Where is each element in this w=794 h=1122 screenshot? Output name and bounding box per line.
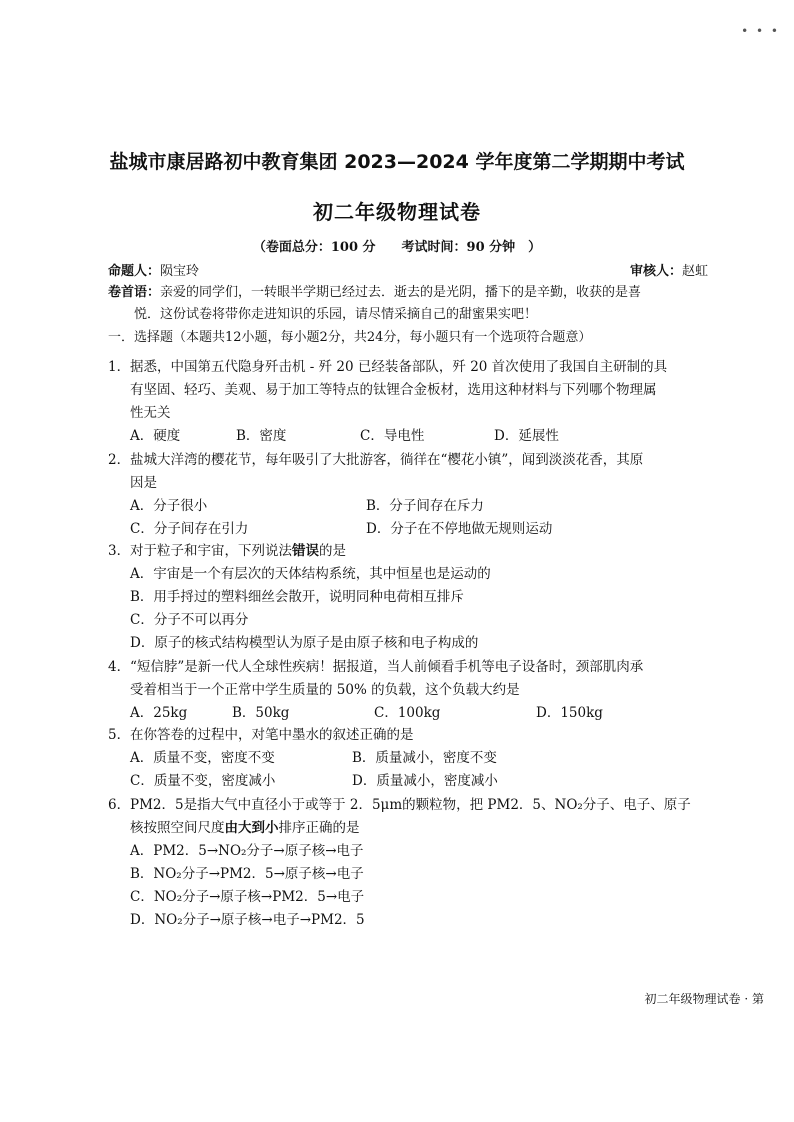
stem-line: PM2．5是指大气中直径小于或等于 2．5μm的颗粒物，把 PM2．5、NO₂分子、电子、原子: [130, 797, 691, 813]
option-a: A．质量不变，密度不变: [130, 750, 275, 766]
reviewer: [630, 260, 708, 279]
option-b: B．质量减小，密度不变: [352, 750, 497, 766]
stem-line: 受着相当于一个正常中学生质量的 50% 的负载，这个负载大约是: [130, 682, 520, 698]
exam-title: 盐城市康居路初中教育集团 2023—2024 学年度第二学期期中考试: [109, 151, 685, 173]
option-c: C．质量不变，密度减小: [130, 773, 276, 789]
section-heading: 一．选择题（本题共12小题，每小题2分，共24分，每小题只有一个选项符合题意）: [108, 330, 592, 345]
option-c: C．NO₂分子→原子核→PM2．5→电子: [130, 889, 365, 905]
stem-line: 盐城大洋湾的樱花节，每年吸引了大批游客，徜徉在“樱花小镇”，闻到淡淡花香，其原: [130, 452, 644, 468]
options: [108, 563, 720, 655]
option-d: D．NO₂分子→原子核→电子→PM2．5: [130, 912, 365, 928]
stem-line: “短信脖”是新一代人全球性疾病！据报道，当人前倾看手机等电子设备时，颈部肌肉承: [130, 659, 644, 675]
corner-mark: • • •: [741, 24, 780, 38]
stem-line: 性无关: [130, 405, 171, 421]
stem-emphasis: 错误: [292, 543, 319, 559]
question-number: 1．: [108, 359, 131, 375]
option-a: A．宇宙是一个有层次的天体结构系统，其中恒星也是运动的: [130, 566, 491, 582]
option-b: B．密度: [236, 428, 287, 444]
preface-line1: 亲爱的同学们，一转眼半学期已经过去．逝去的是光阴，播下的是辛勤，收获的是喜: [160, 285, 642, 300]
question-4: [108, 656, 720, 725]
exam-subtitle: 初二年级物理试卷: [313, 200, 481, 224]
stem-line: 因是: [130, 475, 157, 491]
option-a: A．PM2．5→NO₂分子→原子核→电子: [130, 843, 364, 859]
stem-line: 在你答卷的过程中，对笔中墨水的叙述正确的是: [130, 727, 414, 743]
question-number: 4．: [108, 659, 131, 675]
options: [108, 702, 720, 725]
stem-text: 对于粒子和宇宙，下列说法: [130, 543, 292, 559]
question-number: 6．: [108, 797, 131, 813]
question-stem: [108, 794, 720, 840]
option-b: B．NO₂分子→PM2．5→原子核→电子: [130, 866, 364, 882]
stem-text: 的是: [319, 543, 346, 559]
question-stem: [108, 449, 720, 495]
option-d: D．原子的核式结构模型认为原子是由原子核和电子构成的: [130, 635, 479, 651]
setter: [108, 260, 199, 279]
question-1: [108, 356, 720, 448]
stem-line: 据悉，中国第五代隐身歼击机 - 歼 20 已经装备部队，歼 20 首次使用了我国自主研制的具: [130, 359, 668, 375]
question-stem: [108, 356, 720, 425]
options: [108, 840, 720, 932]
option-d: D．分子在不停地做无规则运动: [366, 521, 553, 537]
setter-name: 陨宝玲: [160, 264, 200, 279]
option-b: B．用手捋过的塑料细丝会散开，说明同种电荷相互排斥: [130, 589, 464, 605]
reviewer-name: 赵虹: [681, 264, 708, 279]
option-b: B．50kg: [232, 705, 290, 721]
question-number: 2．: [108, 452, 131, 468]
option-a: A．25kg: [130, 705, 188, 721]
question-stem: [108, 540, 720, 563]
options: [108, 425, 720, 448]
reviewer-label: 审核人：: [629, 264, 682, 279]
question-2: [108, 449, 720, 541]
question-number: 3．: [108, 543, 131, 559]
stem-text: 核按照空间尺度: [130, 820, 225, 836]
stem-line: [130, 540, 720, 563]
stem-line: 有坚固、轻巧、美观、易于加工等特点的钛锂合金板材，选用这种材料与下列哪个物理属: [130, 382, 657, 398]
question-6: [108, 794, 720, 932]
option-c: C．导电性: [360, 428, 425, 444]
question-stem: [108, 656, 720, 702]
option-a: A．硬度: [130, 428, 181, 444]
option-d: D．质量减小，密度减小: [352, 773, 498, 789]
question-5: [108, 724, 720, 793]
preface: [108, 282, 710, 326]
preface-line2: 悦．这份试卷将带你走进知识的乐园，请尽情采摘自己的甜蜜果实吧！: [134, 307, 538, 322]
option-c: C．100kg: [374, 705, 441, 721]
stem-line: [130, 817, 720, 840]
setter-label: 命题人：: [108, 264, 161, 279]
options: [108, 495, 720, 541]
preface-label: 卷首语：: [108, 285, 161, 300]
question-stem: [108, 724, 720, 747]
option-d: D．150kg: [536, 705, 603, 721]
option-c: C．分子间存在引力: [130, 521, 249, 537]
page-footer: 初二年级物理试卷 · 第: [644, 992, 764, 1006]
stem-emphasis: 由大到小: [224, 820, 279, 836]
option-d: D．延展性: [494, 428, 559, 444]
authors-row: [108, 260, 708, 278]
option-c: C．分子不可以再分: [130, 612, 249, 628]
question-number: 5．: [108, 727, 131, 743]
question-3: [108, 540, 720, 655]
stem-text: 排序正确的是: [278, 820, 360, 836]
option-b: B．分子间存在斥力: [366, 498, 484, 514]
option-a: A．分子很小: [130, 498, 208, 514]
exam-meta: （卷面总分：100 分 考试时间：90 分钟 ）: [252, 240, 542, 255]
options: [108, 747, 720, 793]
